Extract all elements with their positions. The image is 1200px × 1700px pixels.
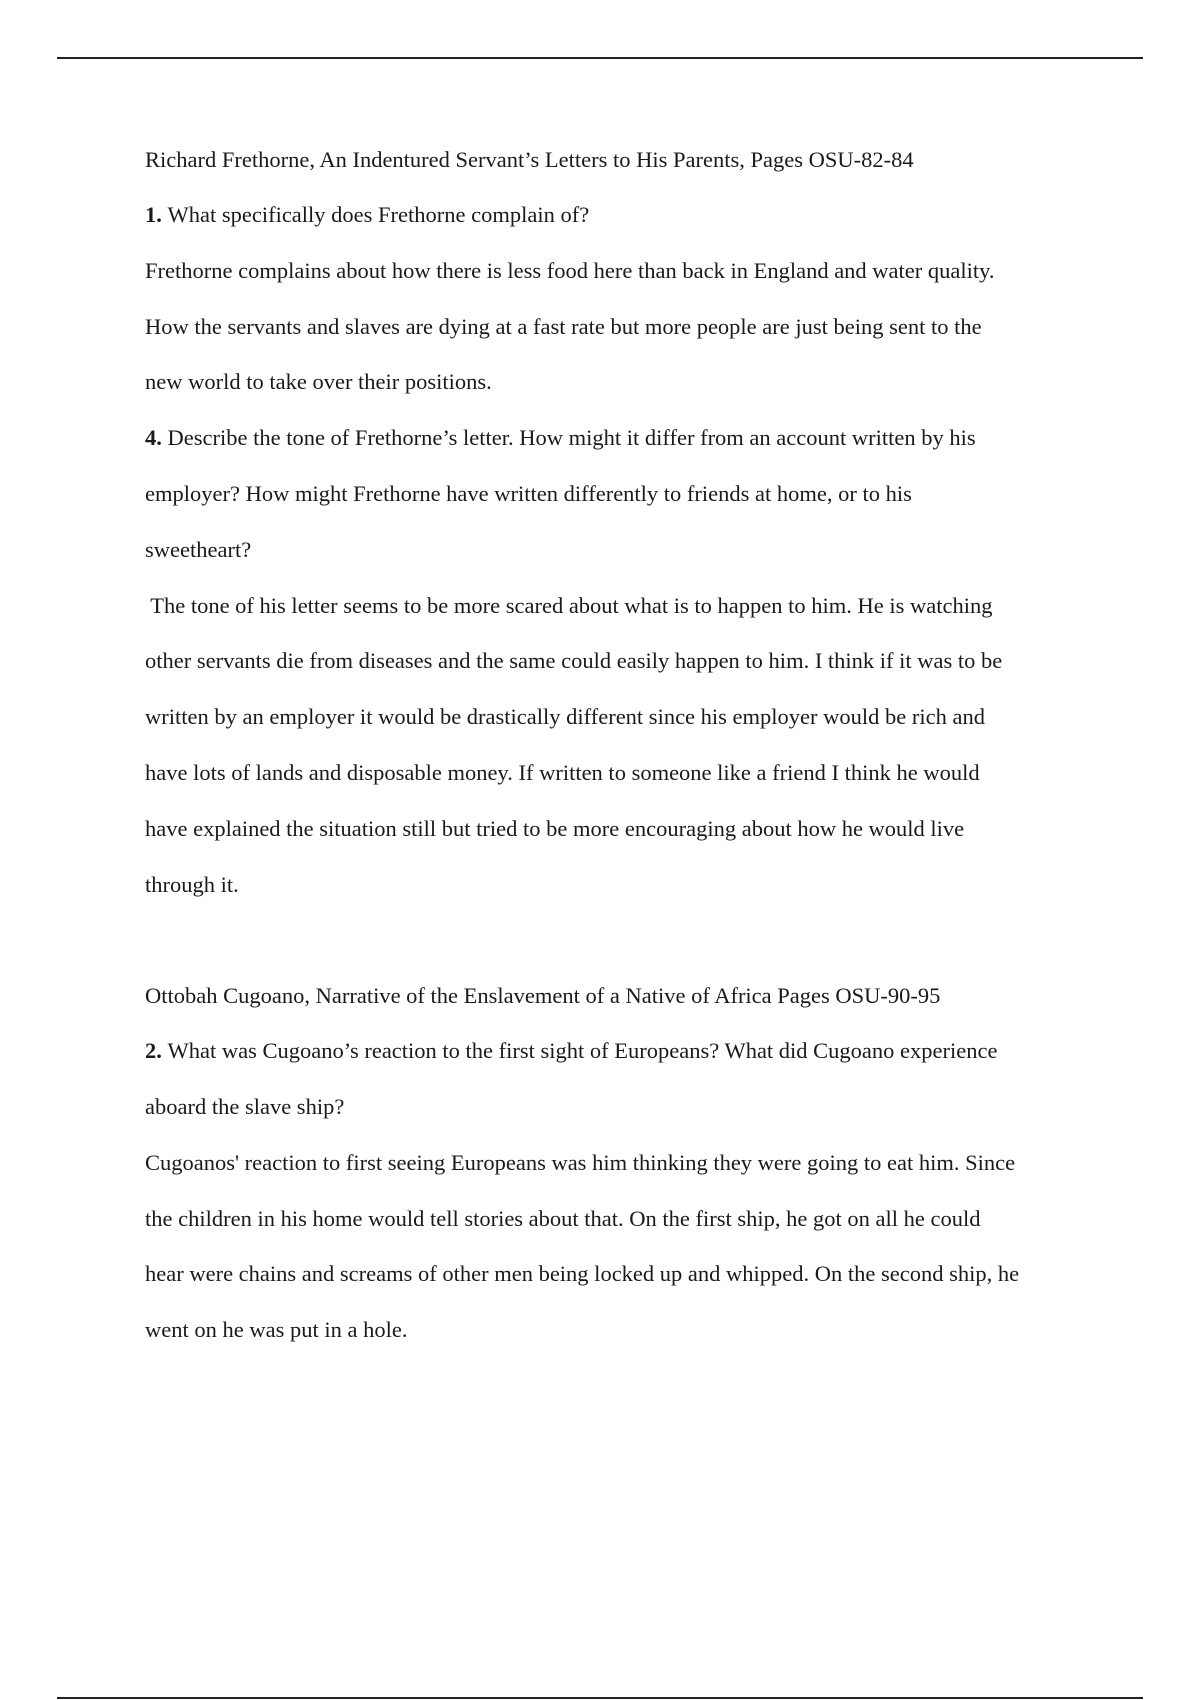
question-4-line-3: sweetheart? [145, 537, 252, 562]
answer-1-line-3: new world to take over their positions. [145, 369, 492, 394]
question-2 [145, 1037, 997, 1065]
answer-4-line-5: have explained the situation still but tried to be more encouraging about how he would live [145, 816, 965, 841]
section1-title: Richard Frethorne, An Indentured Servant’s Letters to His Parents, Pages OSU-82-84 [145, 147, 914, 172]
answer-2-line-2: the children in his home would tell stories about that. On the first ship, he got on all he could [145, 1206, 981, 1231]
question-2-line-2: aboard the slave ship? [145, 1094, 345, 1119]
question-2-text-line-1: What was Cugoano’s reaction to the first sight of Europeans? What did Cugoano experience [167, 1038, 998, 1063]
answer-1-line-1: Frethorne complains about how there is less food here than back in England and water quality. [145, 258, 995, 283]
question-4-text-line-1: Describe the tone of Frethorne’s letter. How might it differ from an account written by his [167, 425, 976, 450]
question-4 [145, 424, 976, 452]
section2-title: Ottobah Cugoano, Narrative of the Enslavement of a Native of Africa Pages OSU-90-95 [145, 983, 941, 1008]
question-4-line-2: employer? How might Frethorne have written differently to friends at home, or to his [145, 481, 912, 506]
answer-4-line-3: written by an employer it would be drastically different since his employer would be rich and [145, 704, 985, 729]
answer-1-line-2: How the servants and slaves are dying at a fast rate but more people are just being sent to the [145, 314, 982, 339]
answer-4-line-4: have lots of lands and disposable money. If written to someone like a friend I think he would [145, 760, 980, 785]
answer-2-line-1: Cugoanos' reaction to first seeing Europeans was him thinking they were going to eat him. Since [145, 1150, 1016, 1175]
footer-rule [57, 1697, 1143, 1699]
answer-4-line-6: through it. [145, 872, 239, 897]
answer-2-line-3: hear were chains and screams of other men being locked up and whipped. On the second ship, he [145, 1261, 1020, 1286]
answer-2-line-4: went on he was put in a hole. [145, 1317, 408, 1342]
question-1 [145, 201, 589, 229]
header-rule [57, 57, 1143, 59]
question-1-text: What specifically does Frethorne complain of? [167, 202, 590, 227]
answer-4-line-1: The tone of his letter seems to be more scared about what is to happen to him. He is watching [145, 593, 993, 618]
answer-4-line-2: other servants die from diseases and the same could easily happen to him. I think if it was to be [145, 648, 1003, 673]
question-1-number: 1. [145, 202, 162, 227]
question-2-number: 2. [145, 1038, 162, 1063]
question-4-number: 4. [145, 425, 162, 450]
